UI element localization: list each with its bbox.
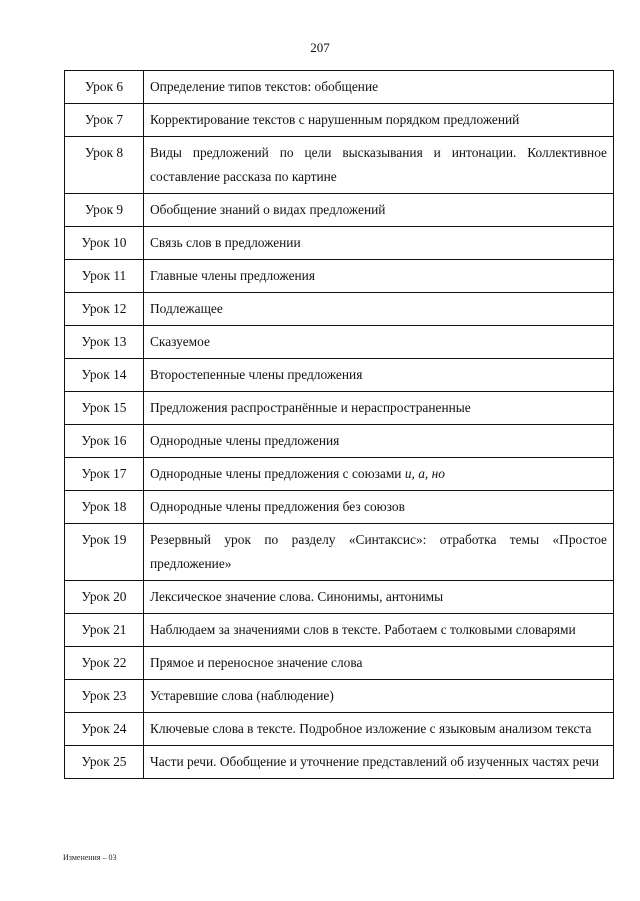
lesson-number: Урок 22 bbox=[65, 647, 144, 680]
lesson-topic-text: Ключевые слова в тексте. Подробное изложение с языковым анализом текста bbox=[150, 721, 592, 736]
table-row bbox=[65, 227, 614, 260]
table-row bbox=[65, 293, 614, 326]
lesson-topic-text: Главные члены предложения bbox=[150, 268, 316, 283]
table-row bbox=[65, 713, 614, 746]
lesson-topic bbox=[144, 425, 614, 458]
lesson-topic-text: Корректирование текстов с нарушенным порядком предложений bbox=[150, 112, 520, 127]
lesson-number: Урок 19 bbox=[65, 524, 144, 581]
lesson-number: Урок 11 bbox=[65, 260, 144, 293]
lesson-topic-text: Части речи. Обобщение и уточнение представлений об изученных частях речи bbox=[150, 754, 599, 769]
lesson-number: Урок 23 bbox=[65, 680, 144, 713]
lesson-topic bbox=[144, 293, 614, 326]
lesson-topic-text: Прямое и переносное значение слова bbox=[150, 655, 363, 670]
lesson-topic bbox=[144, 746, 614, 779]
lesson-number: Урок 21 bbox=[65, 614, 144, 647]
lesson-topic-text: Обобщение знаний о видах предложений bbox=[150, 202, 386, 217]
table-row bbox=[65, 581, 614, 614]
lesson-number: Урок 25 bbox=[65, 746, 144, 779]
table-row bbox=[65, 680, 614, 713]
table-row bbox=[65, 458, 614, 491]
table-row bbox=[65, 137, 614, 194]
lesson-number: Урок 18 bbox=[65, 491, 144, 524]
footer-note: Изменения – 03 bbox=[63, 853, 117, 862]
table-row bbox=[65, 359, 614, 392]
lessons-table bbox=[64, 70, 614, 779]
lesson-topic bbox=[144, 392, 614, 425]
table-row bbox=[65, 647, 614, 680]
lesson-number: Урок 14 bbox=[65, 359, 144, 392]
lesson-topic bbox=[144, 458, 614, 491]
lesson-topic-text: Однородные члены предложения bbox=[150, 433, 340, 448]
lesson-topic bbox=[144, 581, 614, 614]
lesson-topic-text: Однородные члены предложения без союзов bbox=[150, 499, 405, 514]
lesson-topic bbox=[144, 71, 614, 104]
lesson-topic-text: Устаревшие слова (наблюдение) bbox=[150, 688, 334, 703]
lesson-number: Урок 17 bbox=[65, 458, 144, 491]
lesson-number: Урок 7 bbox=[65, 104, 144, 137]
table-row bbox=[65, 194, 614, 227]
lesson-topic bbox=[144, 680, 614, 713]
table-row bbox=[65, 71, 614, 104]
lesson-topic bbox=[144, 491, 614, 524]
table-row bbox=[65, 326, 614, 359]
page-number: 207 bbox=[310, 40, 330, 55]
lesson-topic-text: Однородные члены предложения с союзами bbox=[150, 466, 402, 481]
table-row bbox=[65, 104, 614, 137]
table-row bbox=[65, 392, 614, 425]
lesson-topic bbox=[144, 137, 614, 194]
lesson-number: Урок 12 bbox=[65, 293, 144, 326]
lesson-number: Урок 15 bbox=[65, 392, 144, 425]
lesson-topic-text: Резервный урок по разделу «Синтаксис»: отработка темы «Простое предложение» bbox=[150, 532, 607, 571]
lesson-number: Урок 20 bbox=[65, 581, 144, 614]
table-row bbox=[65, 524, 614, 581]
lesson-topic bbox=[144, 326, 614, 359]
lesson-topic bbox=[144, 614, 614, 647]
table-row bbox=[65, 425, 614, 458]
lesson-topic bbox=[144, 647, 614, 680]
lesson-topic bbox=[144, 104, 614, 137]
lesson-topic-text: Сказуемое bbox=[150, 334, 210, 349]
table-row bbox=[65, 614, 614, 647]
lesson-topic-text: Лексическое значение слова. Синонимы, антонимы bbox=[150, 589, 444, 604]
lesson-topic-text: Подлежащее bbox=[150, 301, 223, 316]
lesson-topic bbox=[144, 260, 614, 293]
table-row bbox=[65, 746, 614, 779]
lesson-topic bbox=[144, 524, 614, 581]
lesson-number: Урок 16 bbox=[65, 425, 144, 458]
lesson-number: Урок 10 bbox=[65, 227, 144, 260]
table-row bbox=[65, 491, 614, 524]
lesson-topic bbox=[144, 359, 614, 392]
lesson-number: Урок 8 bbox=[65, 137, 144, 194]
lesson-topic-text: Наблюдаем за значениями слов в тексте. Работаем с толковыми словарями bbox=[150, 622, 576, 637]
lesson-topic bbox=[144, 194, 614, 227]
table-row bbox=[65, 260, 614, 293]
lesson-number: Урок 9 bbox=[65, 194, 144, 227]
lesson-number: Урок 6 bbox=[65, 71, 144, 104]
lesson-topic-text: Связь слов в предложении bbox=[150, 235, 301, 250]
lesson-topic bbox=[144, 713, 614, 746]
lesson-topic-text: Виды предложений по цели высказывания и интонации. Коллективное составление рассказа по картине bbox=[150, 145, 607, 184]
lesson-topic bbox=[144, 227, 614, 260]
lesson-number: Урок 13 bbox=[65, 326, 144, 359]
lesson-topic-text: Определение типов текстов: обобщение bbox=[150, 79, 379, 94]
lesson-number: Урок 24 bbox=[65, 713, 144, 746]
lesson-topic-text: Второстепенные члены предложения bbox=[150, 367, 363, 382]
lesson-topic-italic: и, а, но bbox=[404, 466, 445, 481]
lesson-topic-text: Предложения распространённые и нераспространенные bbox=[150, 400, 471, 415]
